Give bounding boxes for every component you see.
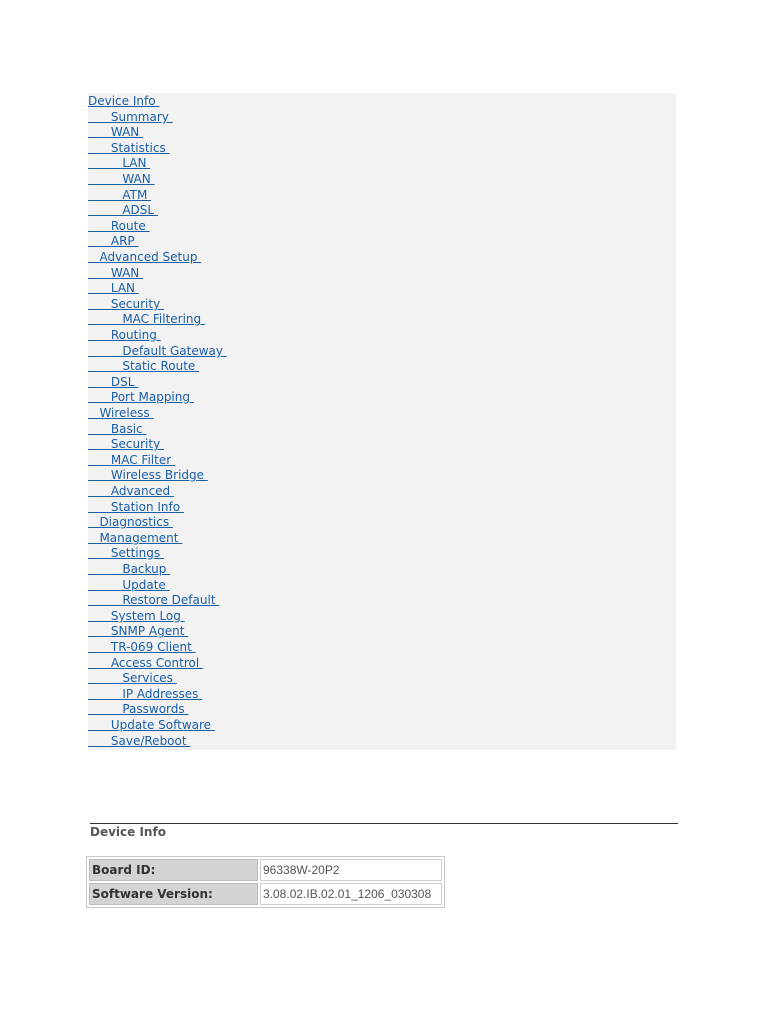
menu-item-snmp-agent[interactable]: SNMP Agent <box>88 624 189 638</box>
menu-item-restore-default[interactable]: Restore Default <box>88 593 220 607</box>
menu-item-update-software[interactable]: Update Software <box>88 718 215 732</box>
menu-item-services[interactable]: Services <box>88 671 177 685</box>
menu-item-routing[interactable]: Routing <box>88 328 161 342</box>
software-version-label: Software Version: <box>89 883 258 905</box>
board-id-label: Board ID: <box>89 859 258 881</box>
menu-item-default-gateway[interactable]: Default Gateway <box>88 344 227 358</box>
menu-item-lan[interactable]: LAN <box>88 156 151 170</box>
board-id-value: 96338W-20P2 <box>260 859 442 881</box>
menu-item-tr-069-client[interactable]: TR-069 Client <box>88 640 196 654</box>
menu-item-settings[interactable]: Settings <box>88 546 164 560</box>
menu-item-mac-filtering[interactable]: MAC Filtering <box>88 312 205 326</box>
menu-item-diagnostics[interactable]: Diagnostics <box>88 515 173 529</box>
menu-item-backup[interactable]: Backup <box>88 562 171 576</box>
menu-item-management[interactable]: Management <box>88 531 183 545</box>
table-row <box>89 859 442 881</box>
menu-item-security[interactable]: Security <box>88 297 164 311</box>
device-info-table <box>86 856 445 908</box>
menu-item-adsl[interactable]: ADSL <box>88 203 158 217</box>
menu-item-lan[interactable]: LAN <box>88 281 139 295</box>
section-divider <box>90 823 678 824</box>
menu-item-access-control[interactable]: Access Control <box>88 656 203 670</box>
menu-item-security[interactable]: Security <box>88 437 164 451</box>
menu-item-route[interactable]: Route <box>88 219 150 233</box>
menu-item-statistics[interactable]: Statistics <box>88 141 170 155</box>
table-row <box>89 883 442 905</box>
menu-item-basic[interactable]: Basic <box>88 422 147 436</box>
menu-item-advanced[interactable]: Advanced <box>88 484 174 498</box>
menu-item-summary[interactable]: Summary <box>88 110 173 124</box>
menu-item-device-info[interactable]: Device Info <box>88 94 160 108</box>
menu-item-port-mapping[interactable]: Port Mapping <box>88 390 194 404</box>
nav-menu <box>88 93 676 750</box>
software-version-value: 3.08.02.IB.02.01_1206_030308 <box>260 883 442 905</box>
menu-item-wan[interactable]: WAN <box>88 172 155 186</box>
menu-item-arp[interactable]: ARP <box>88 234 139 248</box>
menu-item-static-route[interactable]: Static Route <box>88 359 200 373</box>
menu-item-wan[interactable]: WAN <box>88 266 144 280</box>
menu-item-atm[interactable]: ATM <box>88 188 152 202</box>
menu-item-update[interactable]: Update <box>88 578 170 592</box>
menu-item-wan[interactable]: WAN <box>88 125 144 139</box>
menu-item-system-log[interactable]: System Log <box>88 609 185 623</box>
menu-item-advanced-setup[interactable]: Advanced Setup <box>88 250 202 264</box>
section-title: Device Info <box>90 825 166 839</box>
menu-item-station-info[interactable]: Station Info <box>88 500 184 514</box>
menu-item-dsl[interactable]: DSL <box>88 375 139 389</box>
menu-item-wireless-bridge[interactable]: Wireless Bridge <box>88 468 208 482</box>
menu-item-save-reboot[interactable]: Save/Reboot <box>88 734 191 748</box>
menu-item-wireless[interactable]: Wireless <box>88 406 154 420</box>
menu-item-ip-addresses[interactable]: IP Addresses <box>88 687 203 701</box>
menu-item-passwords[interactable]: Passwords <box>88 702 189 716</box>
menu-item-mac-filter[interactable]: MAC Filter <box>88 453 175 467</box>
